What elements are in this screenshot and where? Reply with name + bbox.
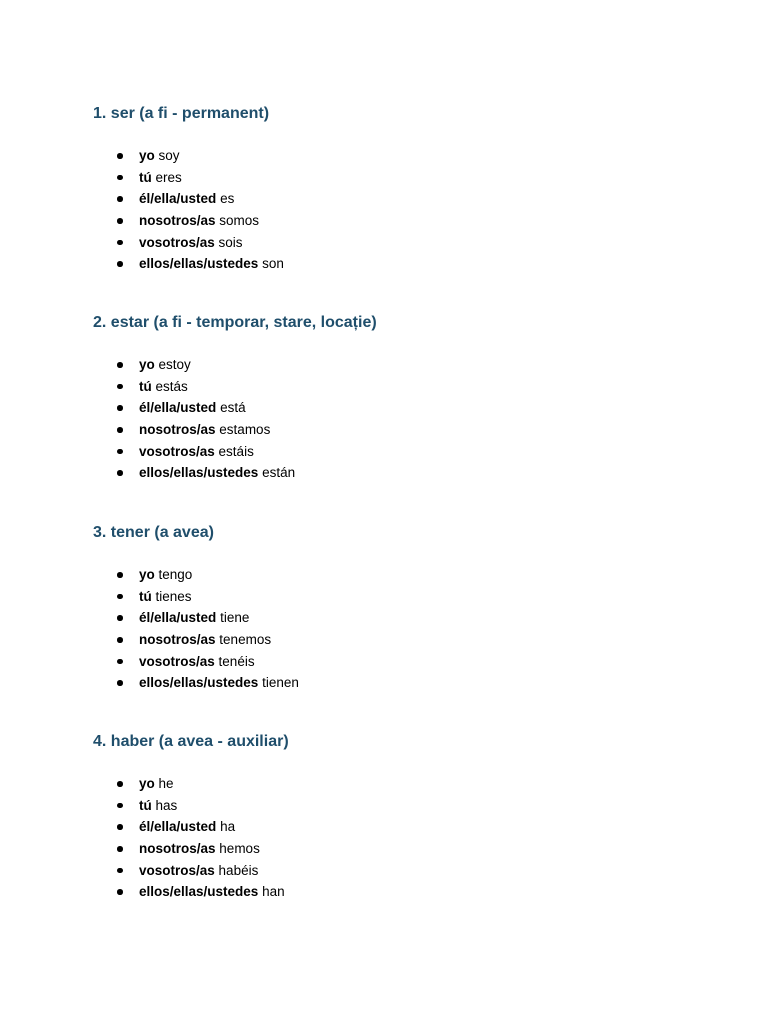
bullet-icon	[117, 637, 123, 643]
pronoun: nosotros/as	[139, 213, 216, 229]
bullet-icon	[117, 362, 123, 368]
list-item	[93, 773, 713, 795]
verb-form: habéis	[218, 862, 259, 878]
verb-form: tenéis	[218, 653, 255, 669]
bullet-icon	[117, 261, 123, 267]
verb-form: es	[220, 191, 235, 207]
verb-form: están	[262, 465, 296, 481]
list-item	[93, 419, 713, 441]
pronoun: ellos/ellas/ustedes	[139, 465, 259, 481]
list-item	[93, 672, 713, 694]
list-item	[93, 354, 713, 376]
pronoun: tú	[139, 588, 152, 604]
list-item	[93, 145, 713, 167]
pronoun: nosotros/as	[139, 632, 216, 648]
bullet-icon	[117, 659, 123, 665]
bullet-icon	[117, 889, 123, 895]
verb-section-ser	[93, 104, 713, 275]
pronoun: yo	[139, 776, 155, 791]
bullet-icon	[117, 594, 123, 600]
list-item	[93, 586, 713, 608]
bullet-icon	[117, 449, 123, 455]
verb-form: está	[220, 400, 246, 416]
verb-form: soy	[158, 148, 180, 163]
bullet-icon	[117, 824, 123, 830]
bullet-icon	[117, 427, 123, 433]
verb-form: han	[262, 884, 285, 900]
section-heading: 4. haber (a avea - auxiliar)	[93, 733, 289, 750]
conjugation-list	[93, 773, 713, 903]
verb-form: has	[155, 797, 178, 813]
bullet-icon	[117, 218, 123, 224]
verb-form: estoy	[158, 357, 191, 372]
pronoun: vosotros/as	[139, 653, 215, 669]
verb-form: tienes	[155, 588, 192, 604]
pronoun: yo	[139, 357, 155, 372]
verb-form: tengo	[158, 567, 193, 582]
list-item	[93, 167, 713, 189]
list-item	[93, 860, 713, 882]
list-item	[93, 462, 713, 484]
verb-form: son	[262, 256, 284, 272]
list-item	[93, 376, 713, 398]
bullet-icon	[117, 470, 123, 476]
bullet-icon	[117, 680, 123, 686]
bullet-icon	[117, 868, 123, 874]
bullet-icon	[117, 781, 123, 787]
list-item	[93, 651, 713, 673]
section-heading: 3. tener (a avea)	[93, 524, 214, 541]
bullet-icon	[117, 196, 123, 202]
bullet-icon	[117, 572, 123, 578]
pronoun: ellos/ellas/ustedes	[139, 884, 259, 900]
list-item	[93, 881, 713, 903]
pronoun: él/ella/usted	[139, 610, 217, 626]
verb-form: eres	[155, 169, 182, 185]
list-item	[93, 210, 713, 232]
list-item	[93, 607, 713, 629]
section-heading: 1. ser (a fi - permanent)	[93, 105, 270, 122]
verb-form: ha	[220, 819, 236, 835]
bullet-icon	[117, 405, 123, 411]
bullet-icon	[117, 846, 123, 852]
pronoun: nosotros/as	[139, 841, 216, 857]
verb-form: sois	[218, 234, 243, 250]
pronoun: él/ella/usted	[139, 819, 217, 835]
pronoun: tú	[139, 169, 152, 185]
conjugation-list	[93, 564, 713, 694]
bullet-icon	[117, 803, 123, 809]
bullet-icon	[117, 175, 123, 181]
list-item	[93, 629, 713, 651]
pronoun: vosotros/as	[139, 862, 215, 878]
bullet-icon	[117, 240, 123, 246]
bullet-icon	[117, 153, 123, 159]
conjugation-list	[93, 354, 713, 484]
pronoun: tú	[139, 797, 152, 813]
pronoun: yo	[139, 148, 155, 163]
list-item	[93, 397, 713, 419]
bullet-icon	[117, 384, 123, 390]
list-item	[93, 253, 713, 275]
verb-section-estar	[93, 313, 713, 484]
verb-form: estás	[155, 378, 188, 394]
verb-form: tienen	[262, 675, 299, 691]
verb-form: estamos	[219, 422, 271, 438]
list-item	[93, 188, 713, 210]
pronoun: ellos/ellas/ustedes	[139, 256, 259, 272]
pronoun: vosotros/as	[139, 234, 215, 250]
list-item	[93, 838, 713, 860]
pronoun: vosotros/as	[139, 443, 215, 459]
list-item	[93, 564, 713, 586]
list-item	[93, 441, 713, 463]
bullet-icon	[117, 615, 123, 621]
verb-form: tiene	[220, 610, 250, 626]
pronoun: ellos/ellas/ustedes	[139, 675, 259, 691]
verb-section-haber	[93, 732, 713, 903]
conjugation-list	[93, 145, 713, 275]
pronoun: yo	[139, 567, 155, 582]
list-item	[93, 816, 713, 838]
verb-form: hemos	[219, 841, 260, 857]
pronoun: él/ella/usted	[139, 191, 217, 207]
pronoun: nosotros/as	[139, 422, 216, 438]
verb-form: estáis	[218, 443, 254, 459]
pronoun: él/ella/usted	[139, 400, 217, 416]
verb-form: he	[158, 776, 174, 791]
list-item	[93, 232, 713, 254]
verb-section-tener	[93, 523, 713, 694]
verb-form: tenemos	[219, 632, 272, 648]
section-heading: 2. estar (a fi - temporar, stare, locație)	[93, 314, 377, 331]
verb-form: somos	[219, 213, 260, 229]
list-item	[93, 795, 713, 817]
pronoun: tú	[139, 378, 152, 394]
